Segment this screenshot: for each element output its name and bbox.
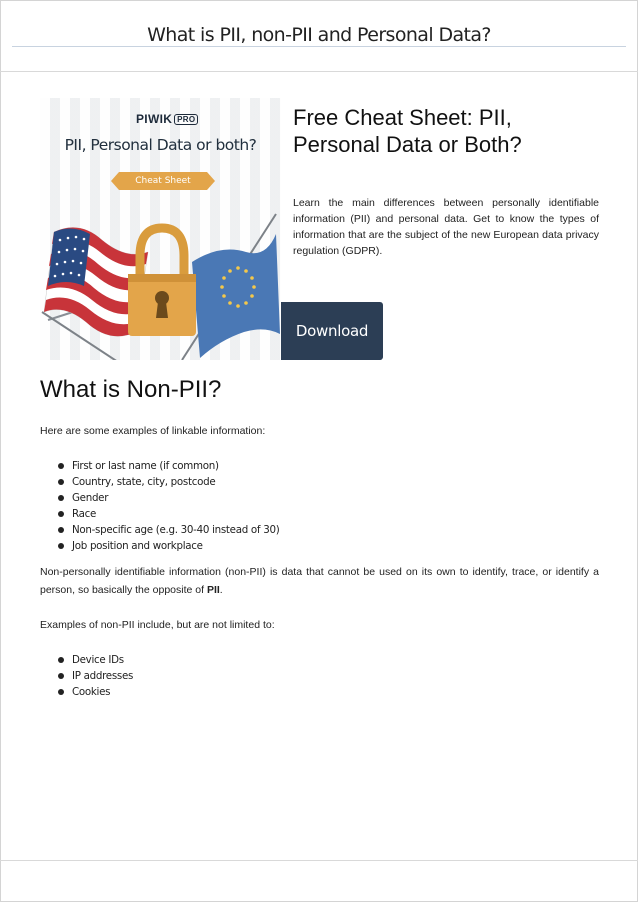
cheat-sheet-description: Learn the main differences between personally identifiable information (PII) and personal data. Get to know the types of information that are the subject of the new European data privacy regulation (GDPR).: [293, 197, 599, 257]
banner-heading: PII, Personal Data or both?: [64, 136, 257, 154]
logo-badge: PRO: [174, 114, 198, 125]
download-button[interactable]: Download: [281, 302, 383, 360]
section-heading: What is Non-PII?: [40, 376, 222, 403]
pii-term: PII: [206, 584, 220, 596]
list-item: IP addresses: [58, 668, 133, 684]
bullet-icon: [58, 673, 64, 679]
list-item: Race: [58, 506, 279, 522]
cheat-sheet-banner-image[interactable]: [40, 98, 281, 360]
cheat-sheet-heading: Free Cheat Sheet: PII, Personal Data or Both?: [293, 105, 522, 157]
bullet-icon: [58, 479, 64, 485]
eu-flag-icon: [192, 234, 280, 358]
bullet-icon: [58, 495, 64, 501]
cheat-sheet-ribbon: Cheat Sheet: [119, 172, 207, 190]
bullet-icon: [58, 543, 64, 549]
title-underline: [12, 46, 626, 47]
non-pii-definition: Non-personally identifiable information (non-PII) is data that cannot be used on its own to identify, trace, or identify a person, so basically the opposite of PII.: [40, 566, 599, 596]
padlock-icon: [128, 228, 196, 336]
linkable-info-intro: Here are some examples of linkable information:: [40, 425, 266, 437]
bullet-icon: [58, 463, 64, 469]
footer-divider: [0, 860, 638, 861]
document-title: What is PII, non-PII and Personal Data?: [147, 24, 491, 46]
list-item: Country, state, city, postcode: [58, 474, 279, 490]
list-item: Cookies: [58, 684, 133, 700]
non-pii-examples-intro: Examples of non-PII include, but are not limited to:: [40, 619, 275, 631]
header-divider: [0, 71, 638, 72]
list-item: First or last name (if common): [58, 458, 279, 474]
bullet-icon: [58, 689, 64, 695]
list-item: Job position and workplace: [58, 538, 279, 554]
bullet-icon: [58, 527, 64, 533]
list-item: Gender: [58, 490, 279, 506]
bullet-icon: [58, 657, 64, 663]
banner-illustration: [40, 194, 281, 360]
list-item: Non-specific age (e.g. 30-40 instead of 30): [58, 522, 279, 538]
linkable-info-list: [58, 458, 279, 554]
list-item: Device IDs: [58, 652, 133, 668]
bullet-icon: [58, 511, 64, 517]
logo-text: PIWIK: [136, 112, 173, 126]
non-pii-examples-list: [58, 652, 133, 700]
piwik-pro-logo: [136, 112, 198, 126]
